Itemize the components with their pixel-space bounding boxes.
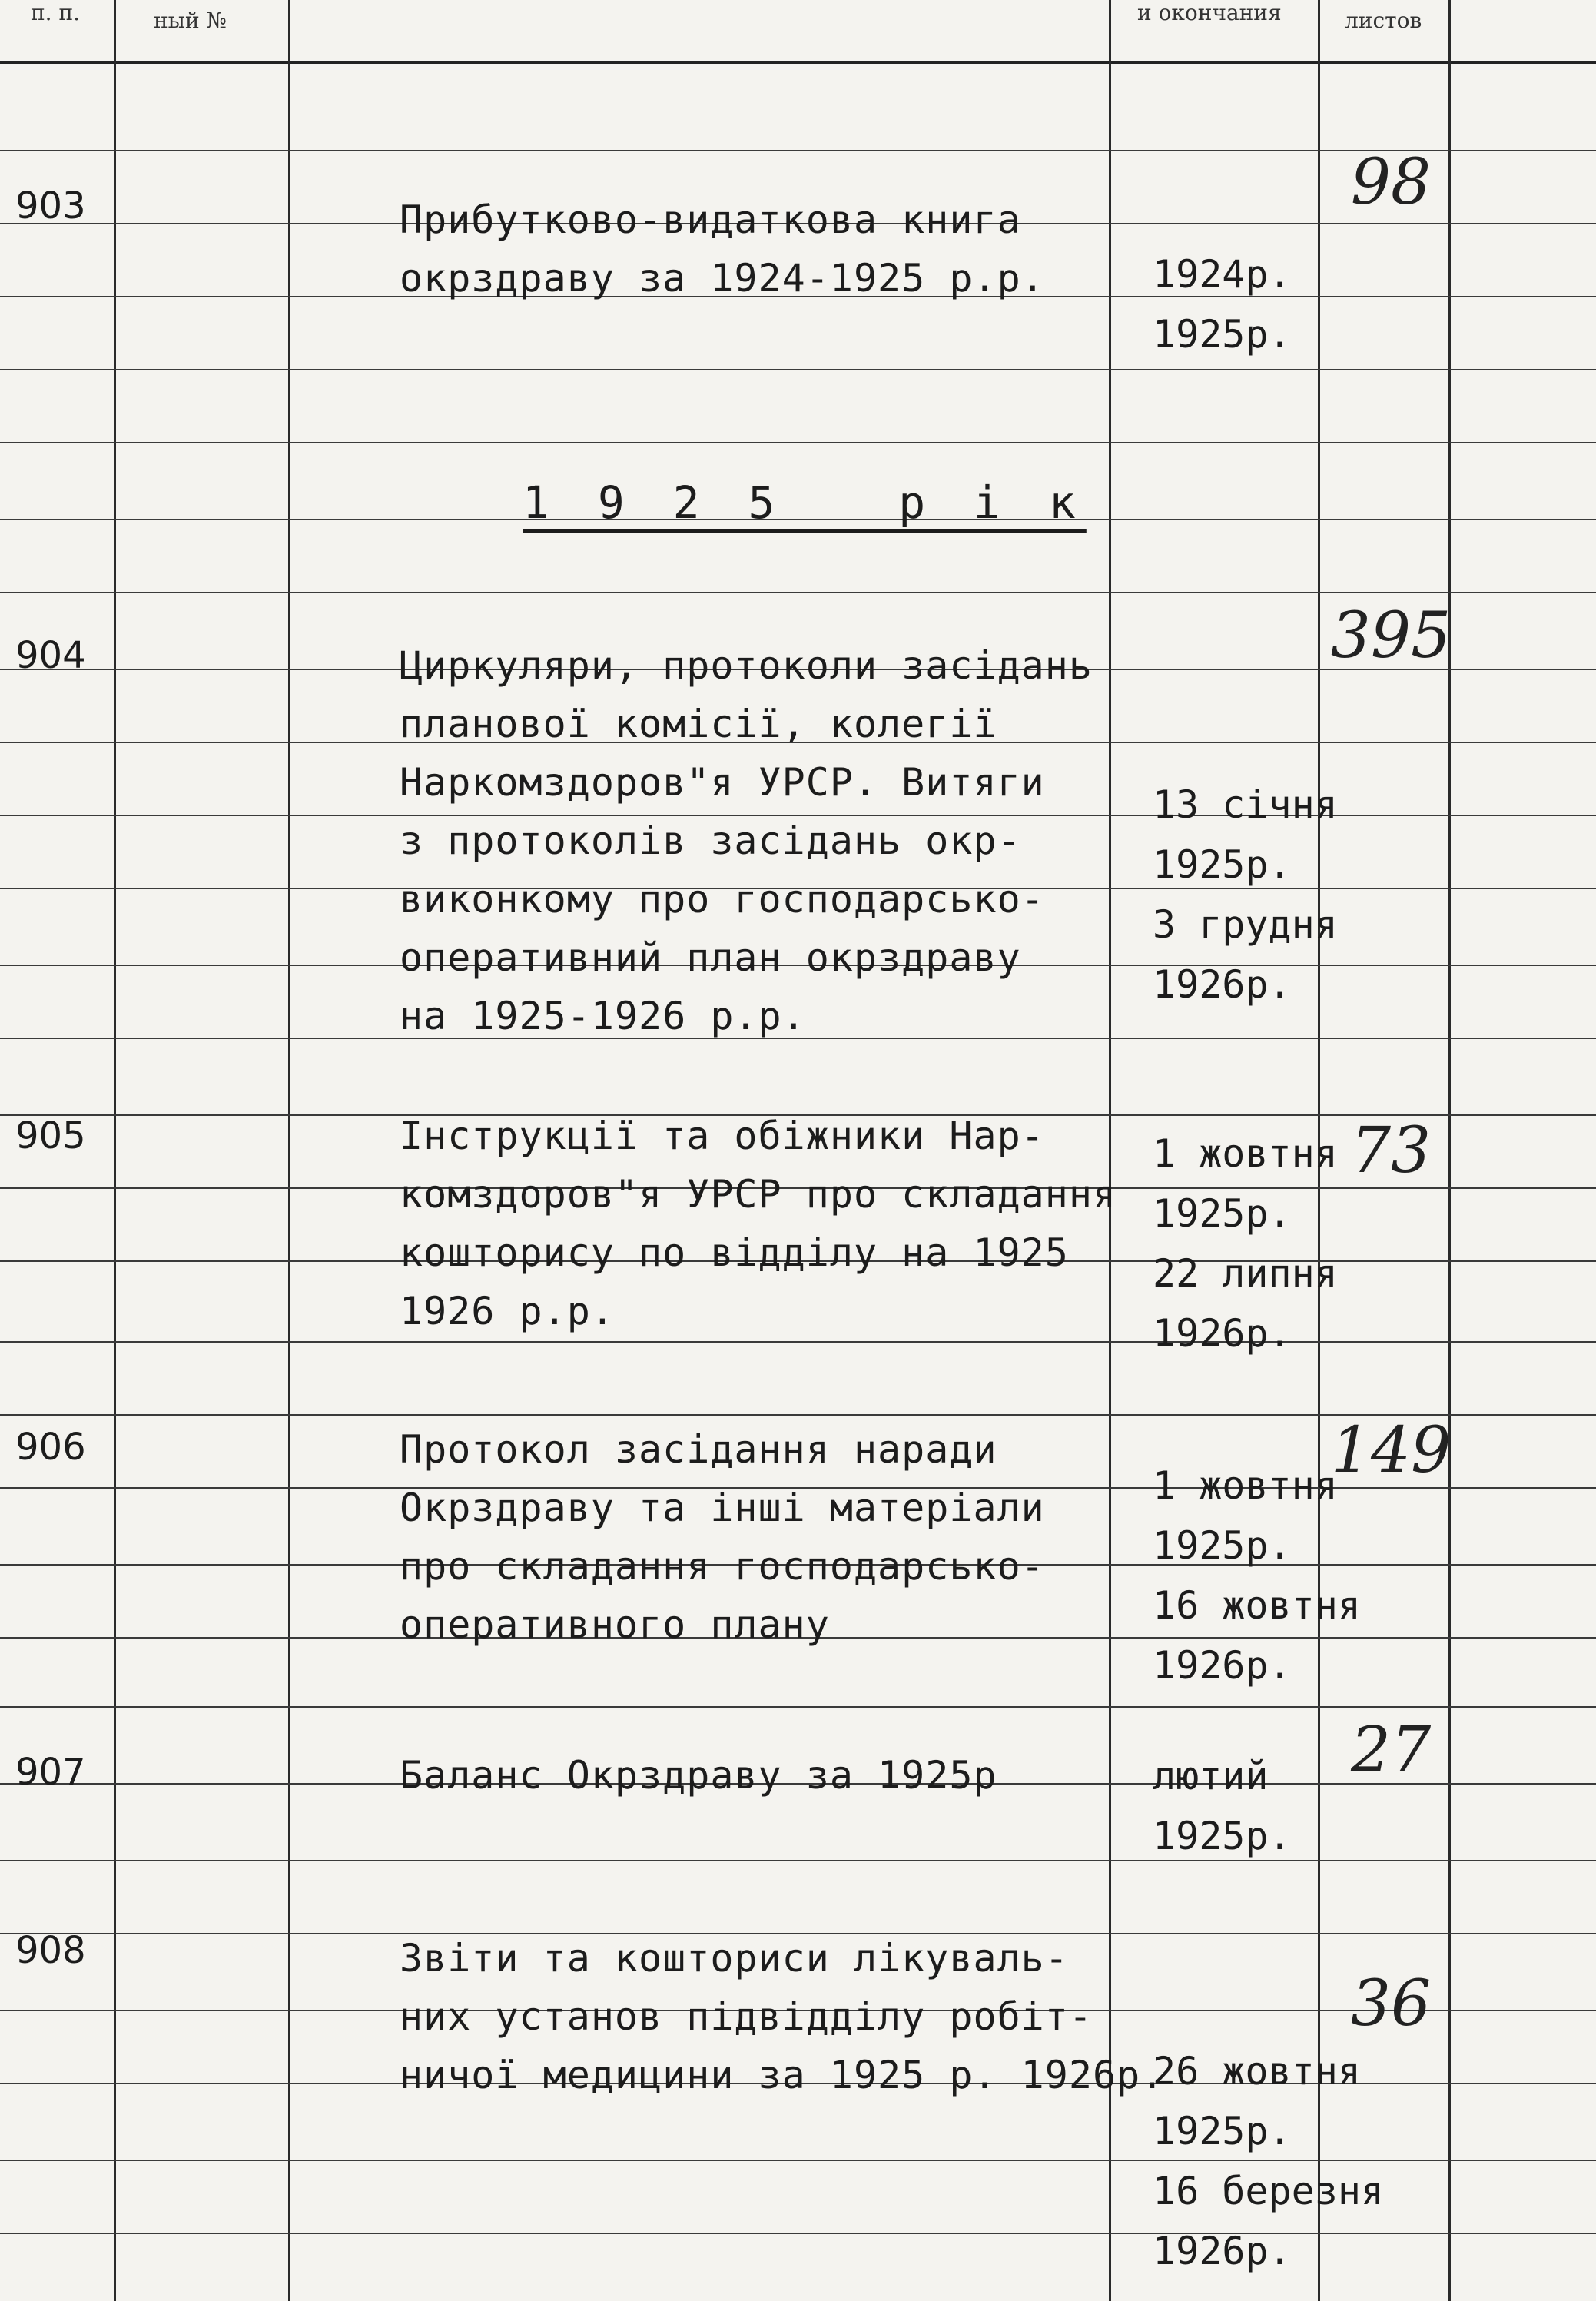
header-col-index: ный № bbox=[154, 8, 227, 33]
entry-number: 904 bbox=[15, 634, 86, 677]
year-heading: 1 9 2 5 р і к bbox=[523, 476, 1087, 529]
entry-sheets: 98 bbox=[1350, 146, 1432, 219]
entry-number: 906 bbox=[15, 1426, 86, 1469]
entry-dates: 26 жовтня 1925р. 16 березня 1926р. bbox=[1153, 2049, 1385, 2273]
ruled-line bbox=[0, 1860, 1596, 1861]
entry-sheets: 73 bbox=[1350, 1114, 1432, 1187]
column-divider bbox=[114, 0, 116, 2301]
header-divider bbox=[0, 61, 1596, 64]
entry-title: Циркуляри, протоколи засідань планової комісії, колегії Наркомздоров"я УРСР. Витяги з протоколів засідань окр- виконкому про господарсько- оперативний план окрздраву на 1925-1926 р.р. bbox=[400, 643, 1093, 1038]
ruled-line bbox=[0, 1341, 1596, 1343]
entry-title: Протокол засідання наради Окрздраву та інші матеріали про складання господарсько- оперативного плану bbox=[400, 1427, 1045, 1647]
entry-dates: 1 жовтня 1925р. 22 липня 1926р. bbox=[1153, 1131, 1338, 1356]
ruled-line bbox=[0, 369, 1596, 370]
ruled-line bbox=[0, 442, 1596, 443]
entry-dates: 13 січня 1925р. 3 грудня 1926р. bbox=[1153, 782, 1338, 1007]
entry-number: 905 bbox=[15, 1114, 86, 1157]
entry-sheets: 149 bbox=[1330, 1414, 1452, 1487]
entry-sheets: 27 bbox=[1350, 1714, 1432, 1787]
entry-title: Звіти та кошториси лікуваль- них установ підвідділу робіт- ничої медицини за 1925 р. 1926р. bbox=[400, 1936, 1165, 2097]
entry-sheets: 36 bbox=[1350, 1967, 1432, 2040]
entry-number: 903 bbox=[15, 184, 86, 227]
entry-sheets: 395 bbox=[1330, 599, 1452, 672]
column-divider bbox=[1109, 0, 1111, 2301]
header-col-sheets: листов bbox=[1345, 8, 1422, 33]
ruled-line bbox=[0, 1706, 1596, 1708]
entry-dates: лютий 1925р. bbox=[1153, 1754, 1292, 1858]
entry-number: 907 bbox=[15, 1751, 86, 1794]
entry-dates: 1924р. 1925р. bbox=[1153, 252, 1292, 357]
header-col-dates: и окончания bbox=[1137, 0, 1282, 25]
column-divider bbox=[288, 0, 290, 2301]
entry-title: Інструкції та обіжники Нар- комздоров"я УРСР про складання кошторису по відділу на 1925 1926 р.р. bbox=[400, 1114, 1117, 1333]
entry-title: Баланс Окрздраву за 1925р bbox=[400, 1753, 997, 1798]
entry-title: Прибутково-видаткова книга окрздраву за 1924-1925 р.р. bbox=[400, 198, 1045, 300]
header-col-num: п. п. bbox=[31, 0, 81, 25]
entry-dates: 1 жовтня 1925р. 16 жовтня 1926р. bbox=[1153, 1463, 1361, 1688]
entry-number: 908 bbox=[15, 1929, 86, 1972]
ruled-line bbox=[0, 592, 1596, 593]
